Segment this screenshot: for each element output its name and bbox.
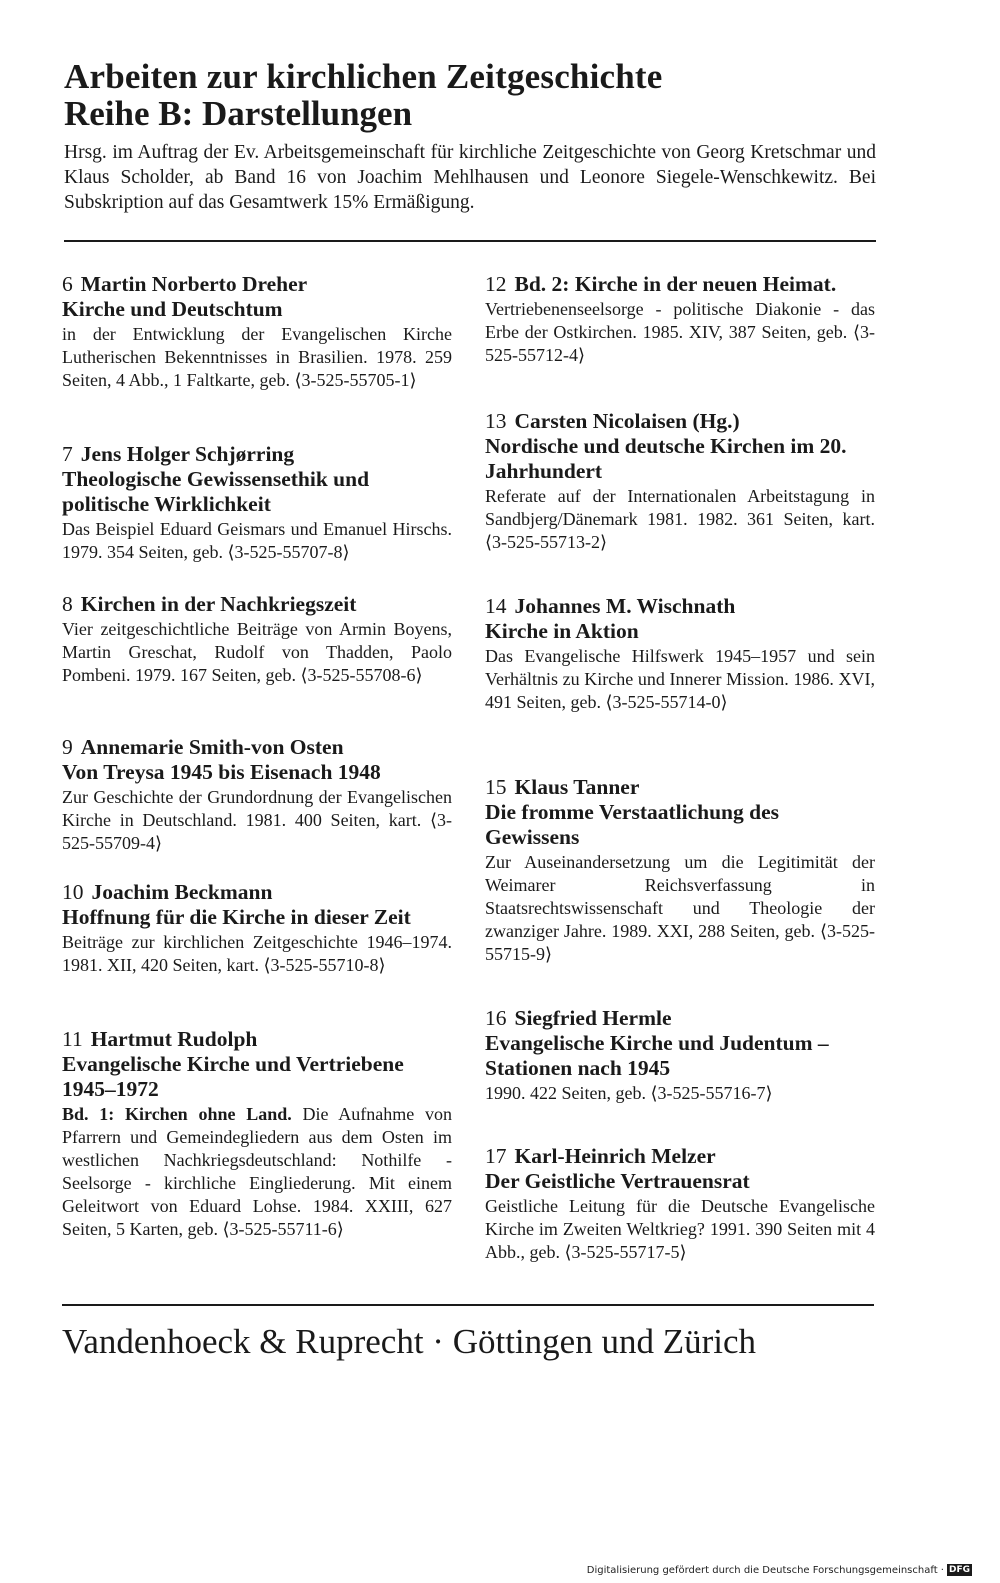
entry-description: 1990. 422 Seiten, geb. ⟨3-525-55716-7⟩ [485, 1083, 773, 1103]
entry-number: 16 [485, 1006, 507, 1030]
bottom-divider [62, 1304, 874, 1306]
entry-heading [485, 272, 875, 297]
entry-heading [485, 775, 875, 800]
digitization-credit [587, 1564, 972, 1577]
entry-heading [485, 1144, 875, 1169]
entry-heading [62, 880, 452, 905]
entry-number: 11 [62, 1027, 83, 1051]
dfg-logo: DFG [948, 1565, 970, 1575]
series-subtitle: Reihe B: Darstellungen [64, 94, 413, 133]
entry-heading [62, 442, 452, 467]
entry-description: in der Entwicklung der Evangelischen Kirche Lutherischen Bekenntnisses in Brasilien. 1978. 259 Seiten, 4 Abb., 1 Faltkarte, geb. ⟨3-525-55705-1⟩ [62, 324, 452, 390]
entry-title: Von Treysa 1945 bis Eisenach 1948 [62, 760, 381, 784]
entry-volume-lead: Bd. 1: Kirchen ohne Land. [62, 1104, 292, 1124]
entry-number: 9 [62, 735, 73, 759]
entry-number: 7 [62, 442, 73, 466]
credit-text: Digitalisierung gefördert durch die Deutsche Forschungsgemeinschaft · [586, 1565, 944, 1576]
entry-description: Zur Auseinandersetzung um die Legitimität der Weimarer Reichsverfassung in Staatsrechtswissenschaft und Theologie der zwanziger Jahre. 1989. XXI, 288 Seiten, geb. ⟨3-525-55715-9⟩ [485, 852, 875, 964]
series-title: Arbeiten zur kirchlichen Zeitgeschichte [64, 57, 663, 96]
entry-number: 12 [485, 272, 507, 296]
entry-author: Hartmut Rudolph [90, 1027, 258, 1051]
entry-description: Das Evangelische Hilfswerk 1945–1957 und sein Verhältnis zu Kirche und Innerer Mission. 1986. XVI, 491 Seiten, geb. ⟨3-525-55714-0⟩ [485, 646, 875, 712]
series-header [64, 58, 884, 215]
entry-number: 6 [62, 272, 73, 296]
entry-heading [62, 1027, 452, 1052]
entry-description: Referate auf der Internationalen Arbeitstagung in Sandbjerg/Dänemark 1981. 1982. 361 Seiten, kart. ⟨3-525-55713-2⟩ [485, 486, 875, 552]
entry-description: Vier zeitgeschichtliche Beiträge von Armin Boyens, Martin Greschat, Rudolf von Thadden, Paolo Pombeni. 1979. 167 Seiten, geb. ⟨3-525-55708-6⟩ [62, 619, 452, 685]
entry-author: Jens Holger Schjørring [80, 442, 295, 466]
book-entry-14 [485, 594, 875, 714]
series-description: Hrsg. im Auftrag der Ev. Arbeitsgemeinschaft für kirchliche Zeitgeschichte von Georg Kretschmar und Klaus Scholder, ab Band 16 von Joachim Mehlhausen und Leonore Siegele-Wenschkewitz. Bei Subskription auf das Gesamtwerk 15% Ermäßigung. [64, 142, 876, 213]
entry-author: Karl-Heinrich Melzer [514, 1144, 716, 1168]
entry-description-text: Die Aufnahme von Pfarrern und Gemeindegliedern aus dem Osten im westlichen Nachkriegsdeutschland: Nothilfe - Seelsorge - kirchliche Eingliederung. Mit einem Geleitwort von Eduard Lohse. 1984. XXIII, 627 Seiten, 5 Karten, geb. ⟨3-525-55711-6⟩ [62, 1104, 453, 1239]
entry-author: Carsten Nicolaisen (Hg.) [514, 409, 740, 433]
book-entry-13 [485, 409, 875, 554]
entry-description: Zur Geschichte der Grundordnung der Evangelischen Kirche in Deutschland. 1981. 400 Seiten, kart. ⟨3-525-55709-4⟩ [62, 787, 452, 853]
book-entry-9 [62, 735, 452, 855]
entry-number: 10 [62, 880, 84, 904]
entry-title: Theologische Gewissensethik und politische Wirklichkeit [62, 467, 370, 516]
entry-number: 8 [62, 592, 73, 616]
entry-description: Das Beispiel Eduard Geismars und Emanuel Hirschs. 1979. 354 Seiten, geb. ⟨3-525-55707-8⟩ [62, 519, 452, 562]
entry-title: Kirche und Deutschtum [62, 297, 283, 321]
entry-heading [485, 1006, 875, 1031]
publisher-imprint: Vandenhoeck & Ruprecht · Göttingen und Zürich [62, 1322, 756, 1361]
entry-author: Bd. 2: Kirche in der neuen Heimat. [514, 272, 837, 296]
entry-author: Klaus Tanner [514, 775, 640, 799]
book-entry-17 [485, 1144, 875, 1264]
entry-heading [62, 272, 452, 297]
book-entry-16 [485, 1006, 875, 1105]
entry-author: Siegfried Hermle [514, 1006, 672, 1030]
book-entry-10 [62, 880, 452, 977]
entry-title: Nordische und deutsche Kirchen im 20. Jahrhundert [485, 434, 847, 483]
entry-title: Evangelische Kirche und Vertriebene 1945–1972 [62, 1052, 404, 1101]
entry-heading [62, 592, 452, 617]
entry-description: Vertriebenenseelsorge - politische Diakonie - das Erbe der Ostkirchen. 1985. XIV, 387 Seiten, geb. ⟨3-525-55712-4⟩ [485, 299, 875, 365]
entry-number: 14 [485, 594, 507, 618]
entry-description: Beiträge zur kirchlichen Zeitgeschichte 1946–1974. 1981. XII, 420 Seiten, kart. ⟨3-525-55710-8⟩ [62, 932, 452, 975]
entry-author: Johannes M. Wischnath [514, 594, 736, 618]
top-divider [64, 240, 876, 242]
entry-number: 13 [485, 409, 507, 433]
entry-heading [485, 409, 875, 434]
entry-author: Annemarie Smith-von Osten [80, 735, 344, 759]
book-entry-11 [62, 1027, 452, 1241]
entry-description: Geistliche Leitung für die Deutsche Evangelische Kirche im Zweiten Weltkrieg? 1991. 390 Seiten mit 4 Abb., geb. ⟨3-525-55717-5⟩ [485, 1196, 875, 1262]
entry-author: Joachim Beckmann [91, 880, 273, 904]
entry-title: Evangelische Kirche und Judentum – Stationen nach 1945 [485, 1031, 829, 1080]
book-entry-6 [62, 272, 452, 392]
entry-title: Kirche in Aktion [485, 619, 639, 643]
entry-author: Kirchen in der Nachkriegszeit [80, 592, 357, 616]
book-entry-12 [485, 272, 875, 367]
entry-title: Hoffnung für die Kirche in dieser Zeit [62, 905, 411, 929]
book-entry-7 [62, 442, 452, 564]
entry-author: Martin Norberto Dreher [80, 272, 308, 296]
book-entry-8 [62, 592, 452, 687]
entry-title: Der Geistliche Vertrauensrat [485, 1169, 750, 1193]
entry-heading [62, 735, 452, 760]
entry-title: Die fromme Verstaatlichung des Gewissens [485, 800, 780, 849]
book-entry-15 [485, 775, 875, 966]
entry-number: 15 [485, 775, 507, 799]
entry-description [62, 1103, 452, 1241]
entry-heading [485, 594, 875, 619]
entry-number: 17 [485, 1144, 507, 1168]
